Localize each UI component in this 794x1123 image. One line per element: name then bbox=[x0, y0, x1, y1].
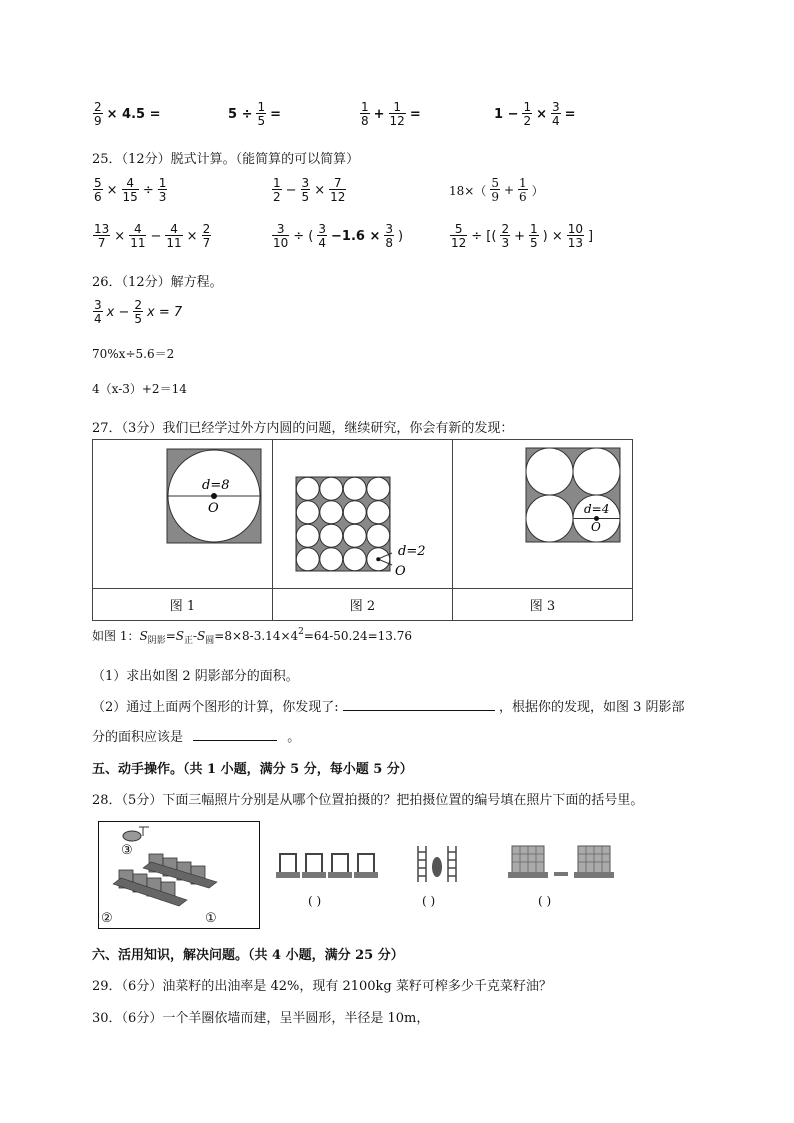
operator: × bbox=[536, 106, 548, 122]
small-circle bbox=[320, 548, 343, 571]
small-circle bbox=[367, 477, 390, 500]
q28-scene-box bbox=[98, 821, 260, 929]
section-5-heading: 五、动手操作。（共 1 小题，满分 5 分，每小题 5 分） bbox=[92, 762, 413, 777]
figure-3 bbox=[454, 441, 631, 583]
denominator: 5 bbox=[257, 114, 266, 128]
numerator: 1 bbox=[273, 176, 281, 190]
denominator: 2 bbox=[523, 114, 532, 128]
calc-item-1 bbox=[92, 101, 161, 127]
figure-3-caption: 图 3 bbox=[453, 589, 633, 621]
operator: + bbox=[373, 106, 385, 122]
numerator: 2 bbox=[202, 222, 211, 236]
q27-title: 27．（3分）我们已经学过外方内圆的问题，继续研究，你会有新的发现： bbox=[92, 421, 514, 436]
numerator: 2 bbox=[134, 298, 142, 312]
expr-text: × 4.5 = bbox=[106, 106, 161, 122]
expr-text: 18×（ bbox=[449, 183, 487, 198]
q27-example bbox=[92, 627, 412, 646]
answer-blank-discovery[interactable] bbox=[343, 710, 495, 711]
numerator: 2 bbox=[501, 222, 510, 236]
answer-paren-3[interactable]: ( ) bbox=[538, 894, 552, 908]
scene-illustration bbox=[99, 822, 259, 928]
denominator: 12 bbox=[451, 236, 467, 250]
q25-expr-e bbox=[271, 223, 403, 249]
denominator: 4 bbox=[94, 312, 102, 326]
expr-text: ) bbox=[398, 228, 404, 244]
expr-text: ） bbox=[531, 183, 544, 198]
denominator: 9 bbox=[491, 190, 499, 204]
denominator: 5 bbox=[301, 190, 310, 204]
expr-text: =8×8-3.14×4 bbox=[214, 629, 299, 643]
figure-3-cell bbox=[453, 440, 633, 589]
numerator: 4 bbox=[134, 222, 142, 236]
photo-1-illustration bbox=[272, 842, 384, 884]
denominator: 5 bbox=[530, 236, 538, 250]
numerator: 1 bbox=[361, 100, 369, 114]
expr-text: 。 bbox=[287, 730, 301, 745]
numerator: 3 bbox=[301, 176, 310, 190]
q25-expr-c bbox=[449, 177, 544, 203]
calc-item-2 bbox=[228, 101, 281, 127]
numerator: 1 bbox=[523, 100, 532, 114]
expr-text: =64-50.24=13.76 bbox=[303, 629, 413, 643]
numerator: 13 bbox=[94, 222, 110, 236]
position-3-label: ③ bbox=[121, 843, 133, 858]
denominator: 2 bbox=[273, 190, 281, 204]
expr-text: S bbox=[139, 629, 148, 643]
denominator: 11 bbox=[130, 236, 146, 250]
expr-text: 5 ÷ bbox=[228, 106, 253, 122]
numerator: 1 bbox=[519, 176, 527, 190]
expr-text: = bbox=[270, 106, 282, 122]
expr-text: = bbox=[564, 106, 576, 122]
numerator: 5 bbox=[491, 176, 499, 190]
figure-2-cell bbox=[273, 440, 453, 589]
denominator: 11 bbox=[166, 236, 182, 250]
expr-text: ，根据你的发现，如图 3 阴影部 bbox=[498, 700, 685, 715]
center-label: O bbox=[208, 501, 219, 516]
small-circle bbox=[296, 477, 319, 500]
expr-text: ] bbox=[588, 228, 594, 244]
answer-paren-2[interactable]: ( ) bbox=[422, 894, 436, 908]
small-circle bbox=[320, 524, 343, 547]
expr-text: x − bbox=[106, 304, 130, 320]
q25-expr-d bbox=[92, 223, 212, 249]
denominator: 10 bbox=[273, 236, 289, 250]
small-circle bbox=[343, 477, 366, 500]
operator: ÷ bbox=[142, 182, 154, 198]
small-circle bbox=[343, 524, 366, 547]
small-circle bbox=[343, 548, 366, 571]
subscript: 正 bbox=[183, 636, 193, 646]
denominator: 7 bbox=[93, 235, 110, 249]
q27-part-2-line-2 bbox=[92, 726, 300, 745]
expr-text: x = 7 bbox=[147, 304, 183, 320]
expr-text: = bbox=[409, 106, 421, 122]
q25-expr-f bbox=[449, 223, 593, 249]
expr-text: （2）通过上面两个图形的计算，你发现了: bbox=[92, 700, 339, 715]
center-label: O bbox=[395, 564, 406, 579]
denominator: 7 bbox=[202, 236, 211, 250]
denominator: 12 bbox=[389, 114, 405, 128]
figure-1 bbox=[94, 441, 271, 583]
figure-1-caption: 图 1 bbox=[93, 589, 273, 621]
denominator: 6 bbox=[94, 190, 102, 204]
calc-item-4 bbox=[494, 101, 576, 127]
center-point bbox=[211, 493, 217, 499]
numerator: 3 bbox=[94, 298, 102, 312]
numerator: 1 bbox=[530, 222, 538, 236]
q26-title: 26．（12分）解方程。 bbox=[92, 275, 223, 290]
diameter-label: d=8 bbox=[202, 478, 230, 493]
photo-3 bbox=[506, 842, 618, 884]
denominator: 5 bbox=[134, 312, 142, 326]
numerator: 5 bbox=[454, 222, 463, 236]
operator: + bbox=[514, 228, 525, 244]
small-circle bbox=[320, 501, 343, 524]
denominator: 6 bbox=[519, 190, 527, 204]
numerator: 5 bbox=[94, 176, 102, 190]
calc-item-3 bbox=[359, 101, 421, 127]
q25-expr-a bbox=[92, 177, 168, 203]
figure-table bbox=[92, 439, 633, 621]
operator: ÷ ( bbox=[293, 228, 314, 244]
answer-paren-1[interactable]: ( ) bbox=[308, 894, 322, 908]
numerator: 3 bbox=[385, 222, 394, 236]
q27-part-1: （1）求出如图 2 阴影部分的面积。 bbox=[92, 669, 299, 684]
answer-blank-area[interactable] bbox=[193, 740, 277, 741]
denominator: 13 bbox=[567, 236, 584, 250]
operator: × bbox=[114, 228, 126, 244]
photo-2 bbox=[412, 842, 462, 884]
numerator: 4 bbox=[126, 176, 134, 190]
position-2-label: ② bbox=[101, 911, 113, 926]
q27-part-2-line-1 bbox=[92, 696, 684, 715]
denominator: 8 bbox=[361, 114, 369, 128]
operator: × bbox=[314, 182, 326, 198]
numerator: 2 bbox=[94, 100, 102, 114]
position-1-label: ① bbox=[205, 911, 217, 926]
diameter-label: d=2 bbox=[398, 544, 426, 559]
circle bbox=[526, 495, 573, 542]
numerator: 3 bbox=[552, 100, 560, 114]
denominator: 4 bbox=[552, 114, 560, 128]
expr-text: 如图 1： bbox=[92, 629, 140, 643]
photo-1 bbox=[272, 842, 384, 884]
small-circle bbox=[296, 501, 319, 524]
expr-text: 1 − bbox=[494, 106, 519, 122]
q26-equation-1 bbox=[92, 299, 182, 325]
numerator: 3 bbox=[276, 222, 285, 236]
q26-equation-2: 70%x÷5.6＝2 bbox=[92, 347, 175, 361]
operator: × bbox=[106, 182, 118, 198]
numerator: 3 bbox=[318, 222, 327, 236]
figure-2-caption: 图 2 bbox=[273, 589, 453, 621]
numerator: 1 bbox=[158, 176, 167, 190]
small-circle bbox=[343, 501, 366, 524]
q26-equation-3: 4（x-3）+2＝14 bbox=[92, 382, 187, 396]
small-circle bbox=[296, 524, 319, 547]
q29-text: 29．（6分）油菜籽的出油率是 42%，现有 2100kg 菜籽可榨多少千克菜籽油？ bbox=[92, 979, 552, 994]
q30-text: 30．（6分）一个羊圈依墙而建，呈半圆形，半径是 10m， bbox=[92, 1011, 430, 1026]
expr-text: -S bbox=[193, 629, 206, 643]
denominator: 4 bbox=[318, 236, 327, 250]
numerator: 1 bbox=[257, 100, 266, 114]
small-circle bbox=[367, 501, 390, 524]
center-label: O bbox=[591, 520, 601, 534]
photo-2-illustration bbox=[412, 842, 462, 884]
operator: + bbox=[503, 183, 515, 197]
subscript: 圆 bbox=[205, 636, 215, 646]
q25-title: 25．（12分）脱式计算。（能简算的可以简算） bbox=[92, 152, 360, 167]
q25-expr-b bbox=[271, 177, 347, 203]
denominator: 8 bbox=[385, 236, 394, 250]
expr-text: 分的面积应该是 bbox=[92, 730, 184, 745]
center-point bbox=[376, 557, 380, 561]
numerator: 4 bbox=[170, 222, 178, 236]
diameter-label: d=4 bbox=[584, 502, 610, 516]
camera-icon bbox=[123, 827, 149, 841]
denominator: 15 bbox=[122, 190, 138, 204]
circle bbox=[526, 448, 573, 495]
denominator: 3 bbox=[158, 190, 167, 204]
figure-2 bbox=[274, 441, 451, 583]
operator: ÷ [( bbox=[471, 228, 497, 244]
small-circle bbox=[296, 548, 319, 571]
operator: − bbox=[285, 182, 297, 198]
operator: ) × bbox=[542, 228, 563, 244]
operator: − bbox=[150, 228, 162, 244]
small-circle bbox=[367, 524, 390, 547]
operator: × bbox=[186, 228, 198, 244]
expr-text: −1.6 × bbox=[331, 228, 381, 244]
numerator: 1 bbox=[393, 100, 401, 114]
q28-title: 28．（5分）下面三幅照片分别是从哪个位置拍摄的？把拍摄位置的编号填在照片下面的括号里。 bbox=[92, 793, 644, 808]
subscript: 阴影 bbox=[147, 636, 166, 646]
superscript: 2 bbox=[298, 627, 304, 637]
circle bbox=[573, 448, 620, 495]
photo-3-illustration bbox=[506, 842, 618, 884]
numerator: 10 bbox=[567, 222, 584, 236]
denominator: 12 bbox=[330, 190, 346, 204]
denominator: 3 bbox=[501, 236, 510, 250]
figure-1-cell bbox=[93, 440, 273, 589]
numerator: 7 bbox=[333, 176, 342, 190]
expr-text: =S bbox=[165, 629, 184, 643]
section-6-heading: 六、活用知识，解决问题。（共 4 小题，满分 25 分） bbox=[92, 948, 404, 963]
denominator: 9 bbox=[94, 114, 102, 128]
small-circle bbox=[320, 477, 343, 500]
